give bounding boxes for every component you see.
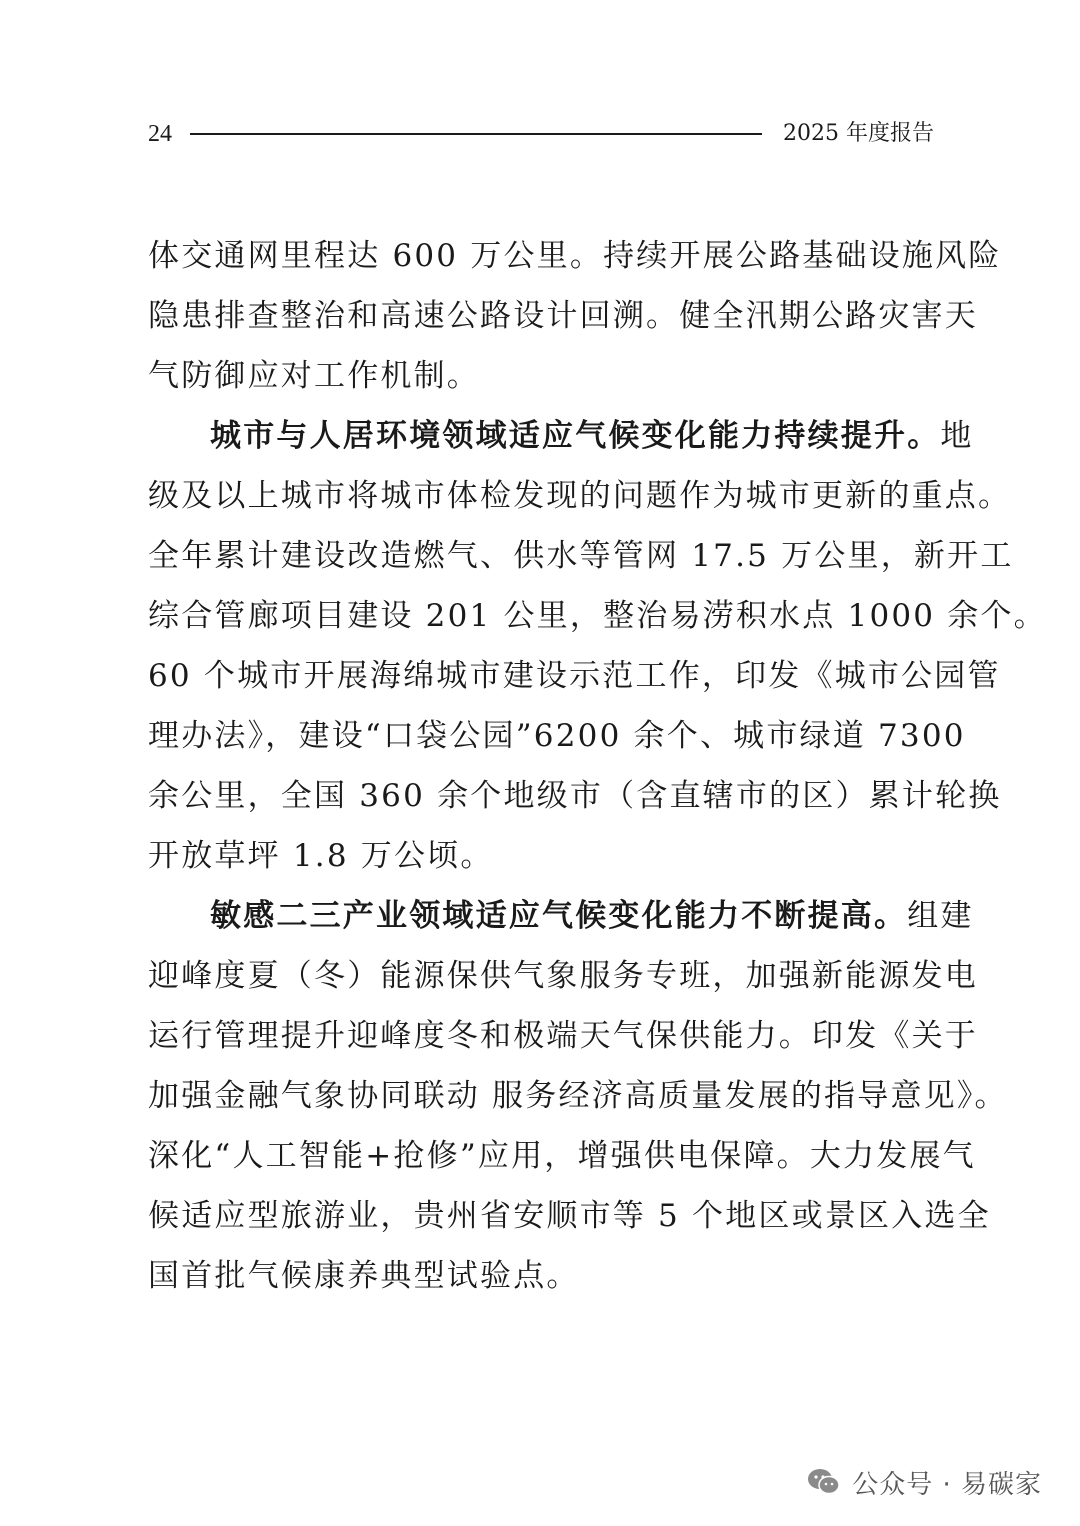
text-fragment: 地: [940, 418, 974, 454]
text-line: 60 个城市开展海绵城市建设示范工作，印发《城市公园管: [148, 658, 1001, 694]
text-line: 深化“人工智能+抢修”应用，增强供电保障。大力发展气: [148, 1138, 976, 1174]
report-title: 2025 年度报告: [783, 121, 934, 146]
text-line: 全年累计建设改造燃气、供水等管网 17.5 万公里，新开工: [148, 538, 1014, 574]
text-line: 级及以上城市将城市体检发现的问题作为城市更新的重点。: [148, 478, 1012, 514]
section-lead-line: [148, 406, 974, 466]
page-header: [148, 116, 934, 156]
section-lead-line: [148, 886, 974, 946]
text-line: 运行管理提升迎峰度冬和极端天气保供能力。印发《关于: [148, 1018, 978, 1054]
section-heading-industry: 敏感二三产业领域适应气候变化能力不断提高。: [210, 898, 908, 934]
text-fragment: 组建: [907, 898, 974, 934]
text-line: 开放草坪 1.8 万公顷。: [148, 838, 494, 874]
watermark: [806, 1462, 1042, 1502]
text-line: 迎峰度夏（冬）能源保供气象服务专班，加强新能源发电: [148, 958, 978, 994]
section-heading-urban: 城市与人居环境领域适应气候变化能力持续提升。: [210, 418, 941, 454]
text-line: 候适应型旅游业，贵州省安顺市等 5 个地区或景区入选全: [148, 1198, 991, 1234]
text-line: 理办法》，建设“口袋公园”6200 余个、城市绿道 7300: [148, 718, 966, 754]
wechat-icon: [806, 1466, 842, 1498]
text-line: 加强金融气象协同联动 服务经济高质量发展的指导意见》。: [148, 1078, 1008, 1114]
page-number: 24: [148, 121, 172, 147]
text-line: 体交通网里程达 600 万公里。持续开展公路基础设施风险: [148, 238, 1002, 274]
watermark-text: 公众号 · 易碳家: [852, 1469, 1042, 1500]
text-line: 气防御应对工作机制。: [148, 358, 480, 394]
text-line: 隐患排查整治和高速公路设计回溯。健全汛期公路灾害天: [148, 298, 978, 334]
text-line: 国首批气候康养典型试验点。: [148, 1258, 580, 1294]
text-line: 综合管廊项目建设 201 公里，整治易涝积水点 1000 余个。: [148, 598, 1047, 634]
body-text: [148, 226, 1047, 1306]
text-line: 余公里，全国 360 余个地级市（含直辖市的区）累计轮换: [148, 778, 1002, 814]
header-rule: [190, 133, 762, 135]
